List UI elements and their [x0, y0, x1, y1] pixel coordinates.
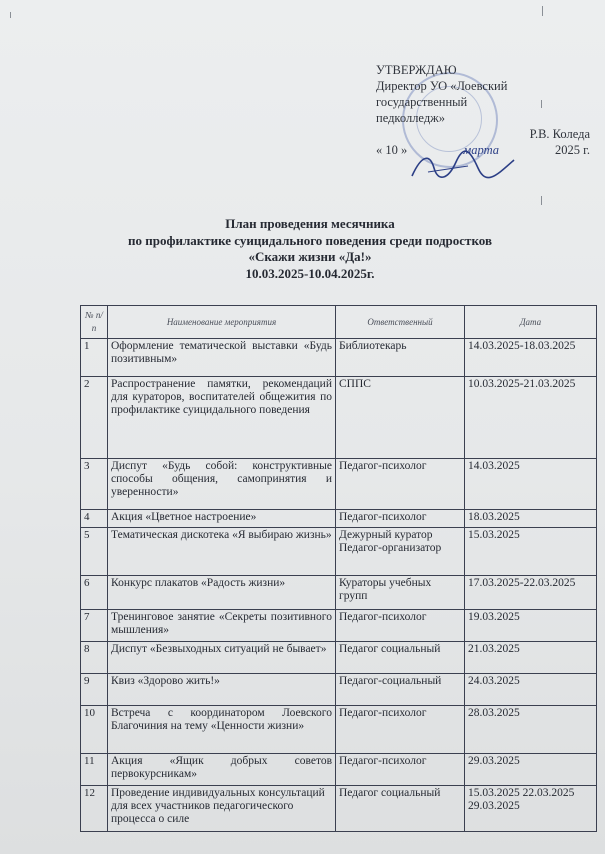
row-responsible: Педагог социальный — [336, 642, 465, 674]
row-date: 15.03.2025 22.03.2025 29.03.2025 — [465, 786, 597, 832]
row-date: 14.03.2025-18.03.2025 — [465, 339, 597, 377]
table-row — [81, 339, 597, 377]
row-event: Диспут «Безвыходных ситуаций не бывает» — [108, 642, 336, 674]
scan-mark — [542, 6, 543, 16]
table-row — [81, 706, 597, 754]
header-date: Дата — [465, 306, 597, 339]
header-responsible: Ответственный — [336, 306, 465, 339]
row-number: 9 — [81, 674, 108, 706]
row-event: Акция «Цветное настроение» — [108, 510, 336, 528]
title-line: по профилактике суицидального поведения среди подростков — [128, 232, 492, 248]
row-date: 21.03.2025 — [465, 642, 597, 674]
row-number: 4 — [81, 510, 108, 528]
scan-mark — [541, 196, 542, 205]
row-event: Акция «Ящик добрых советов первокурсникам» — [108, 754, 336, 786]
row-date: 14.03.2025 — [465, 459, 597, 510]
table-row — [81, 528, 597, 576]
table-row — [81, 459, 597, 510]
row-event: Встреча с координатором Лоевского Благочиния на тему «Ценности жизни» — [108, 706, 336, 754]
row-event: Тематическая дискотека «Я выбираю жизнь» — [108, 528, 336, 576]
row-responsible: Кураторы учебных групп — [336, 576, 465, 610]
row-number: 8 — [81, 642, 108, 674]
approval-line: педколледж» — [376, 111, 446, 125]
row-date: 29.03.2025 — [465, 754, 597, 786]
row-responsible: Библиотекарь — [336, 339, 465, 377]
row-responsible: Педагог-психолог — [336, 510, 465, 528]
row-number: 7 — [81, 610, 108, 642]
row-number: 1 — [81, 339, 108, 377]
row-responsible: Педагог-социальный — [336, 674, 465, 706]
approval-line: Директор УО «Лоевский — [376, 79, 508, 93]
title-line: План проведения месячника — [225, 216, 395, 231]
approval-block — [376, 62, 598, 158]
row-number: 6 — [81, 576, 108, 610]
row-responsible: Дежурный куратор Педагог-организатор — [336, 528, 465, 576]
table-row — [81, 754, 597, 786]
row-event: Распространение памятки, рекомендаций для кураторов, воспитателей общежития по профилактике суицидального поведения — [108, 377, 336, 459]
row-responsible: СППС — [336, 377, 465, 459]
row-event: Проведение индивидуальных консультаций для всех участников педагогического процесса о силе — [108, 786, 336, 832]
row-date: 19.03.2025 — [465, 610, 597, 642]
table-row — [81, 642, 597, 674]
table-row — [81, 610, 597, 642]
header-number: № п/п — [81, 306, 108, 339]
row-number: 3 — [81, 459, 108, 510]
row-event: Диспут «Будь собой: конструктивные способы общения, самопринятия и уверенности» — [108, 459, 336, 510]
header-event: Наименование мероприятия — [108, 306, 336, 339]
approval-date-year: 2025 г. — [555, 143, 590, 157]
row-number: 11 — [81, 754, 108, 786]
row-number: 10 — [81, 706, 108, 754]
row-number: 12 — [81, 786, 108, 832]
row-date: 17.03.2025-22.03.2025 — [465, 576, 597, 610]
title-line: «Скажи жизни «Да!» — [248, 249, 372, 264]
approval-line: государственный — [376, 95, 468, 109]
table-row — [81, 576, 597, 610]
table-row — [81, 377, 597, 459]
row-number: 5 — [81, 528, 108, 576]
row-responsible: Педагог-психолог — [336, 706, 465, 754]
row-date: 18.03.2025 — [465, 510, 597, 528]
row-event: Квиз «Здорово жить!» — [108, 674, 336, 706]
row-event: Оформление тематической выставки «Будь позитивным» — [108, 339, 336, 377]
table-row — [81, 674, 597, 706]
table-row — [81, 510, 597, 528]
row-responsible: Педагог-психолог — [336, 754, 465, 786]
row-number: 2 — [81, 377, 108, 459]
events-table — [80, 305, 597, 832]
document-title — [60, 216, 560, 282]
row-responsible: Педагог-психолог — [336, 610, 465, 642]
table-row — [81, 786, 597, 832]
row-date: 24.03.2025 — [465, 674, 597, 706]
row-responsible: Педагог-психолог — [336, 459, 465, 510]
approval-title: УТВЕРЖДАЮ — [376, 63, 457, 77]
row-event: Тренинговое занятие «Секреты позитивного мышления» — [108, 610, 336, 642]
table-header-row — [81, 306, 597, 339]
approval-date-month: марта — [463, 143, 500, 157]
row-event: Конкурс плакатов «Радость жизни» — [108, 576, 336, 610]
approval-date-day: « 10 » — [376, 143, 408, 157]
approval-date — [376, 142, 598, 158]
row-date: 10.03.2025-21.03.2025 — [465, 377, 597, 459]
approval-signer: Р.В. Коледа — [529, 127, 590, 141]
row-date: 28.03.2025 — [465, 706, 597, 754]
row-responsible: Педагог социальный — [336, 786, 465, 832]
title-line: 10.03.2025-10.04.2025г. — [245, 265, 375, 281]
row-date: 15.03.2025 — [465, 528, 597, 576]
scan-mark — [10, 12, 11, 18]
